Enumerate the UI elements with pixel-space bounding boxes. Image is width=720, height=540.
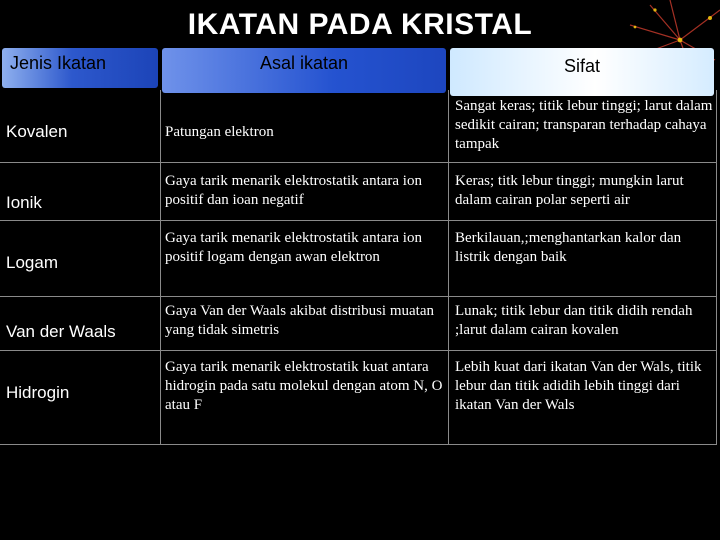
jenis-ikatan-cell: Van der Waals xyxy=(6,322,116,341)
jenis-ikatan-cell: Logam xyxy=(6,253,58,272)
grid-line-horizontal xyxy=(0,296,716,297)
grid-line-horizontal xyxy=(0,350,716,351)
grid-line-horizontal xyxy=(0,162,716,163)
sifat-cell: Keras; titk lebur tinggi; mungkin larut dalam cairan polar seperti air xyxy=(455,173,684,208)
asal-ikatan-cell: Patungan elektron xyxy=(165,124,274,140)
asal-ikatan-cell: Gaya Van der Waals akibat distribusi muatan yang tidak simetris xyxy=(165,303,435,338)
sifat-cell: Lunak; titik lebur dan titik didih rendah ;larut dalam cairan kovalen xyxy=(455,303,693,338)
sifat-cell: Sangat keras; titik lebur tinggi; larut dalam sedikit cairan; transparan terhadap cahaya tampak xyxy=(455,98,713,152)
grid-line-vertical xyxy=(716,90,717,445)
jenis-ikatan-cell: Ionik xyxy=(6,193,42,212)
header-asal-ikatan: Asal ikatan xyxy=(162,48,446,93)
grid-line-horizontal xyxy=(0,220,716,221)
slide-title: IKATAN PADA KRISTAL xyxy=(187,8,533,41)
jenis-ikatan-cell: Hidrogin xyxy=(6,383,70,402)
grid-line-vertical xyxy=(448,90,449,445)
jenis-ikatan-cell: Kovalen xyxy=(6,122,68,141)
header-jenis-ikatan: Jenis Ikatan xyxy=(2,48,158,88)
sifat-cell: Berkilauan,;menghantarkan kalor dan listrik dengan baik xyxy=(455,230,682,265)
asal-ikatan-cell: Gaya tarik menarik elektrostatik kuat antara hidrogin pada satu molekul dengan atom N, O atau F xyxy=(165,359,443,413)
header-sifat: Sifat xyxy=(450,48,714,96)
asal-ikatan-cell: Gaya tarik menarik elektrostatik antara ion positif logam dengan awan elektron xyxy=(165,230,422,265)
grid-line-horizontal xyxy=(0,444,716,445)
asal-ikatan-cell: Gaya tarik menarik elektrostatik antara ion positif dan ioan negatif xyxy=(165,173,422,208)
sifat-cell: Lebih kuat dari ikatan Van der Wals, titik lebur dan titik adidih lebih tinggi dari ikatan Van der Wals xyxy=(455,359,702,413)
grid-line-vertical xyxy=(160,90,161,445)
